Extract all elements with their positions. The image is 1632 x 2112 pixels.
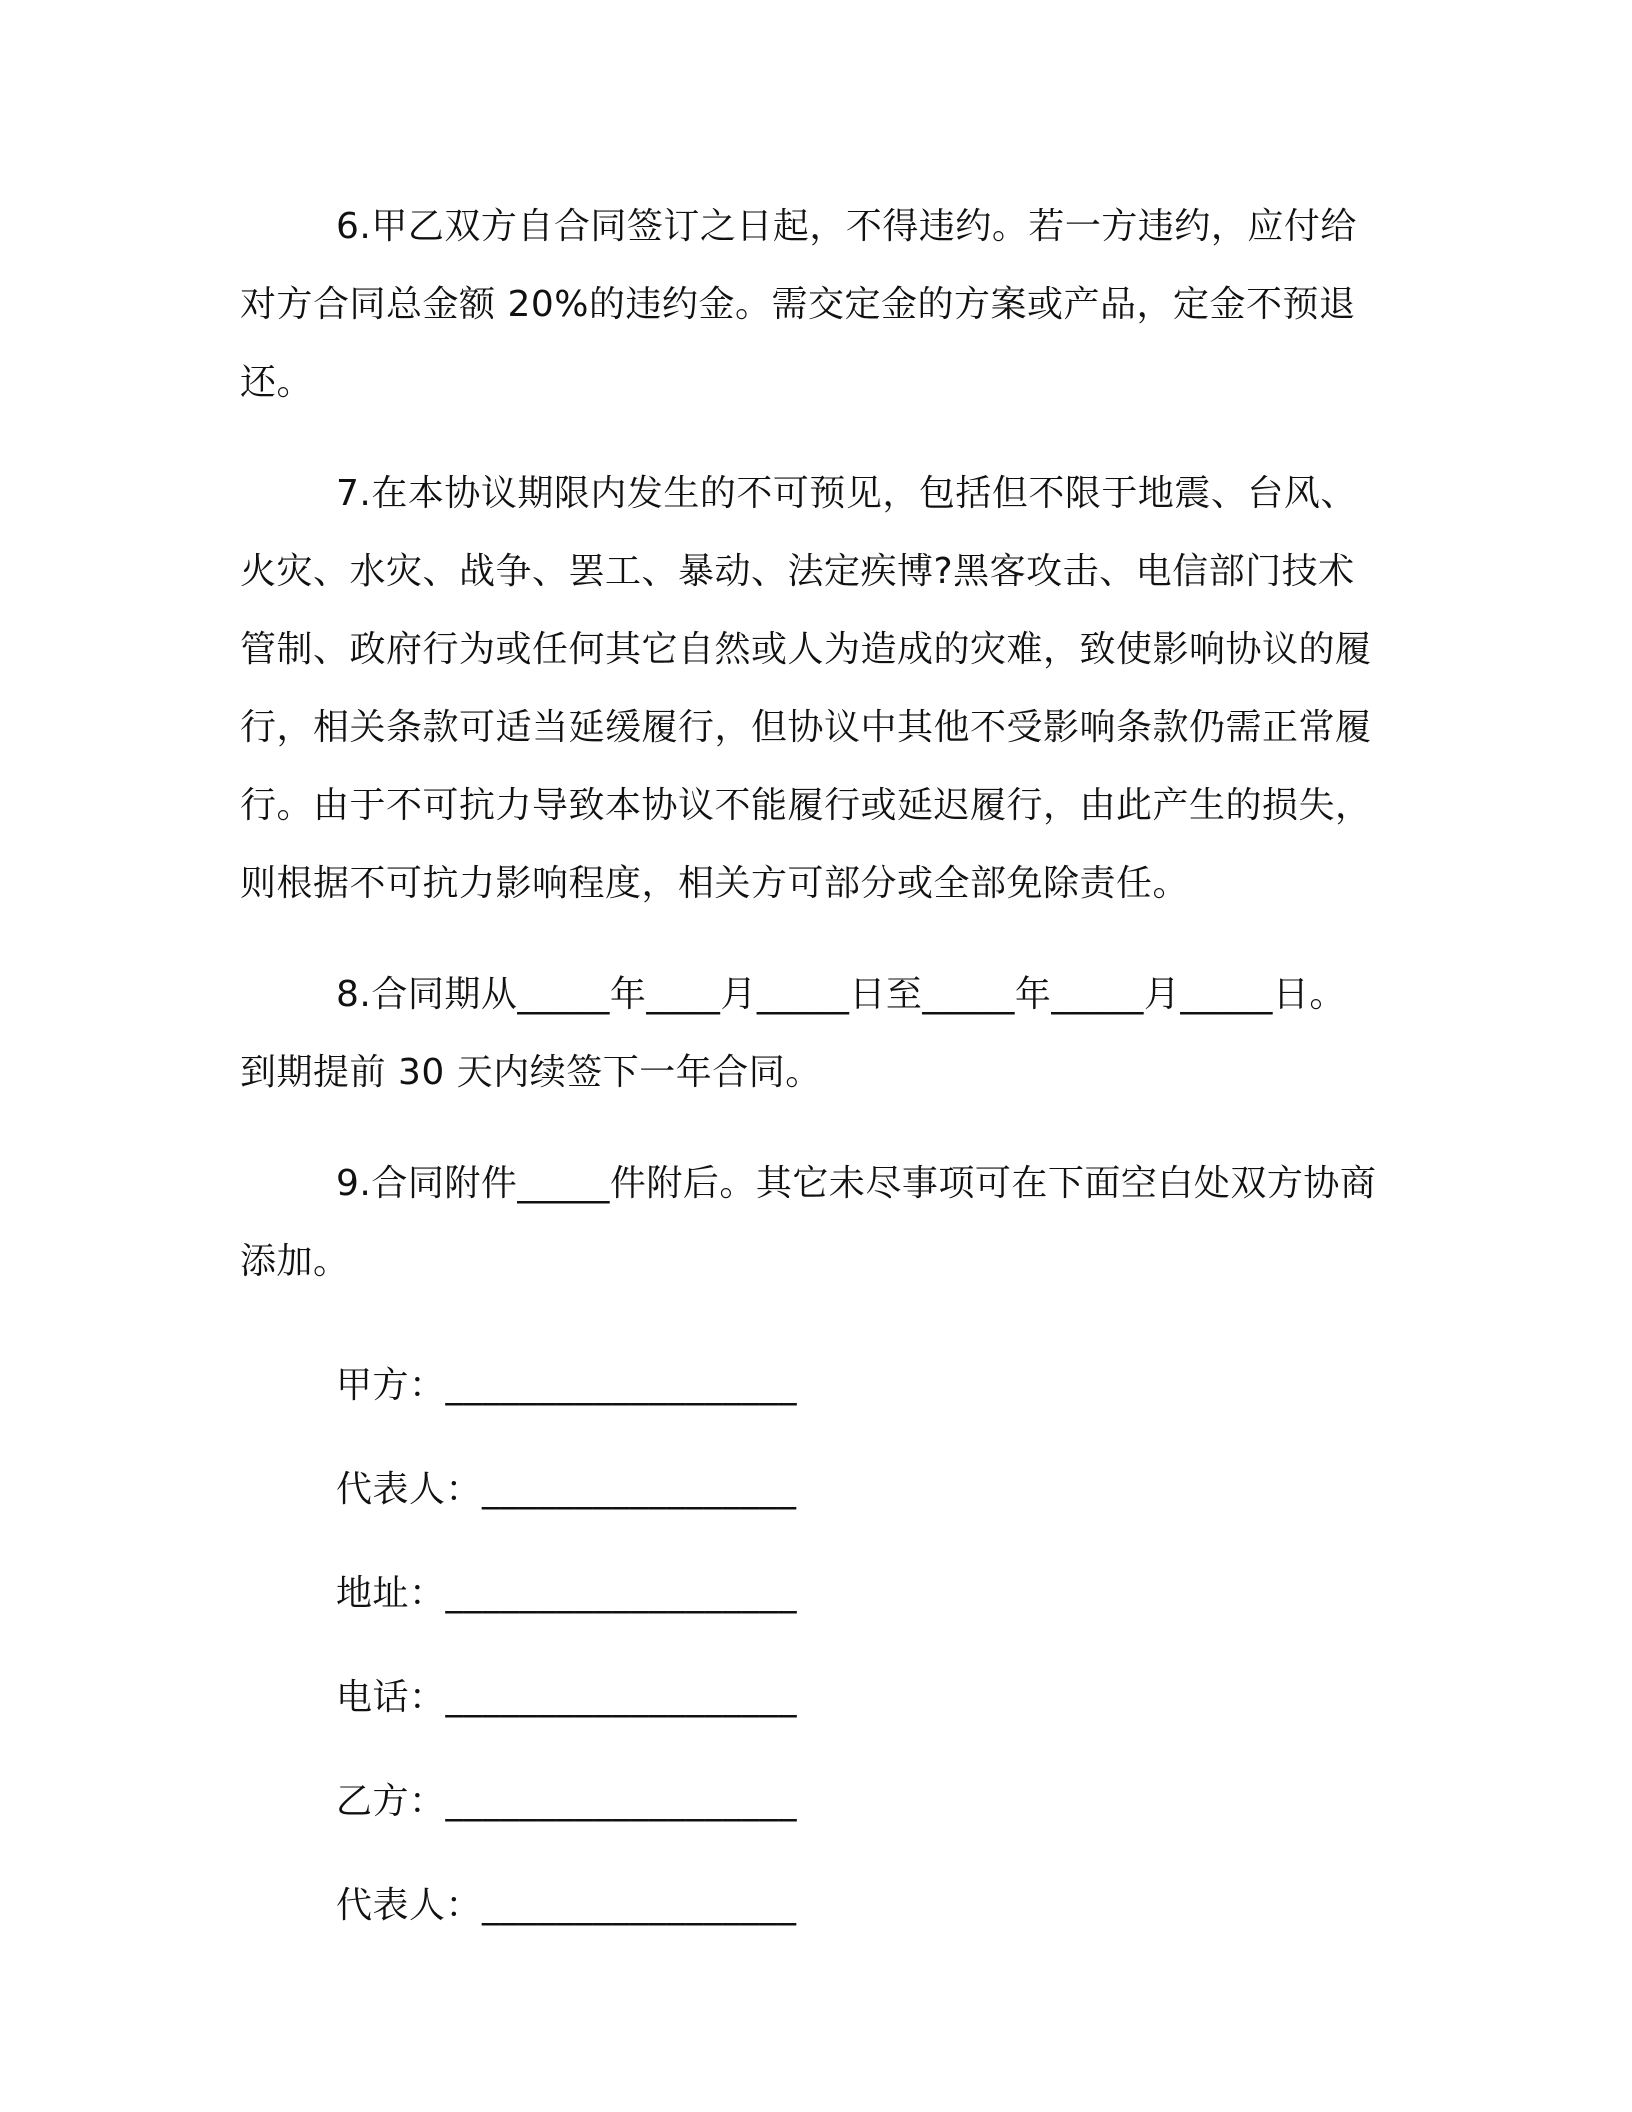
party-b-field: 乙方：___________________ [336,1781,798,1822]
signature-block [240,1334,1380,1958]
clause-9-paragraph: 9.合同附件_____件附后。其它未尽事项可在下面空白处双方协商添加。 [240,1163,1377,1282]
party-a-phone-field: 电话：___________________ [336,1677,798,1718]
party-a-field: 甲方：___________________ [336,1365,798,1406]
party-a-representative-field: 代表人：_________________ [336,1469,797,1510]
clause-6-paragraph: 6.甲乙双方自合同签订之日起，不得违约。若一方违约，应付给对方合同总金额 20%的违约金。需交定金的方案或产品，定金不预退还。 [240,206,1357,403]
document-body [240,188,1380,1958]
party-a-address-field: 地址：___________________ [336,1573,798,1614]
party-b-representative-field: 代表人：_________________ [336,1885,797,1926]
clause-7-paragraph: 7.在本协议期限内发生的不可预见，包括但不限于地震、台风、火灾、水灾、战争、罢工、暴动、法定疾博?黑客攻击、电信部门技术管制、政府行为或任何其它自然或人为造成的灾难，致使影响协议的履行，相关条款可适当延缓履行，但协议中其他不受影响条款仍需正常履行。由于不可抗力导致本协议不能履行或延迟履行，由此产生的损失，则根据不可抗力影响程度，相关方可部分或全部免除责任。 [240,473,1372,904]
clause-8-paragraph: 8.合同期从_____年____月_____日至_____年_____月_____日。到期提前 30 天内续签下一年合同。 [240,974,1346,1093]
